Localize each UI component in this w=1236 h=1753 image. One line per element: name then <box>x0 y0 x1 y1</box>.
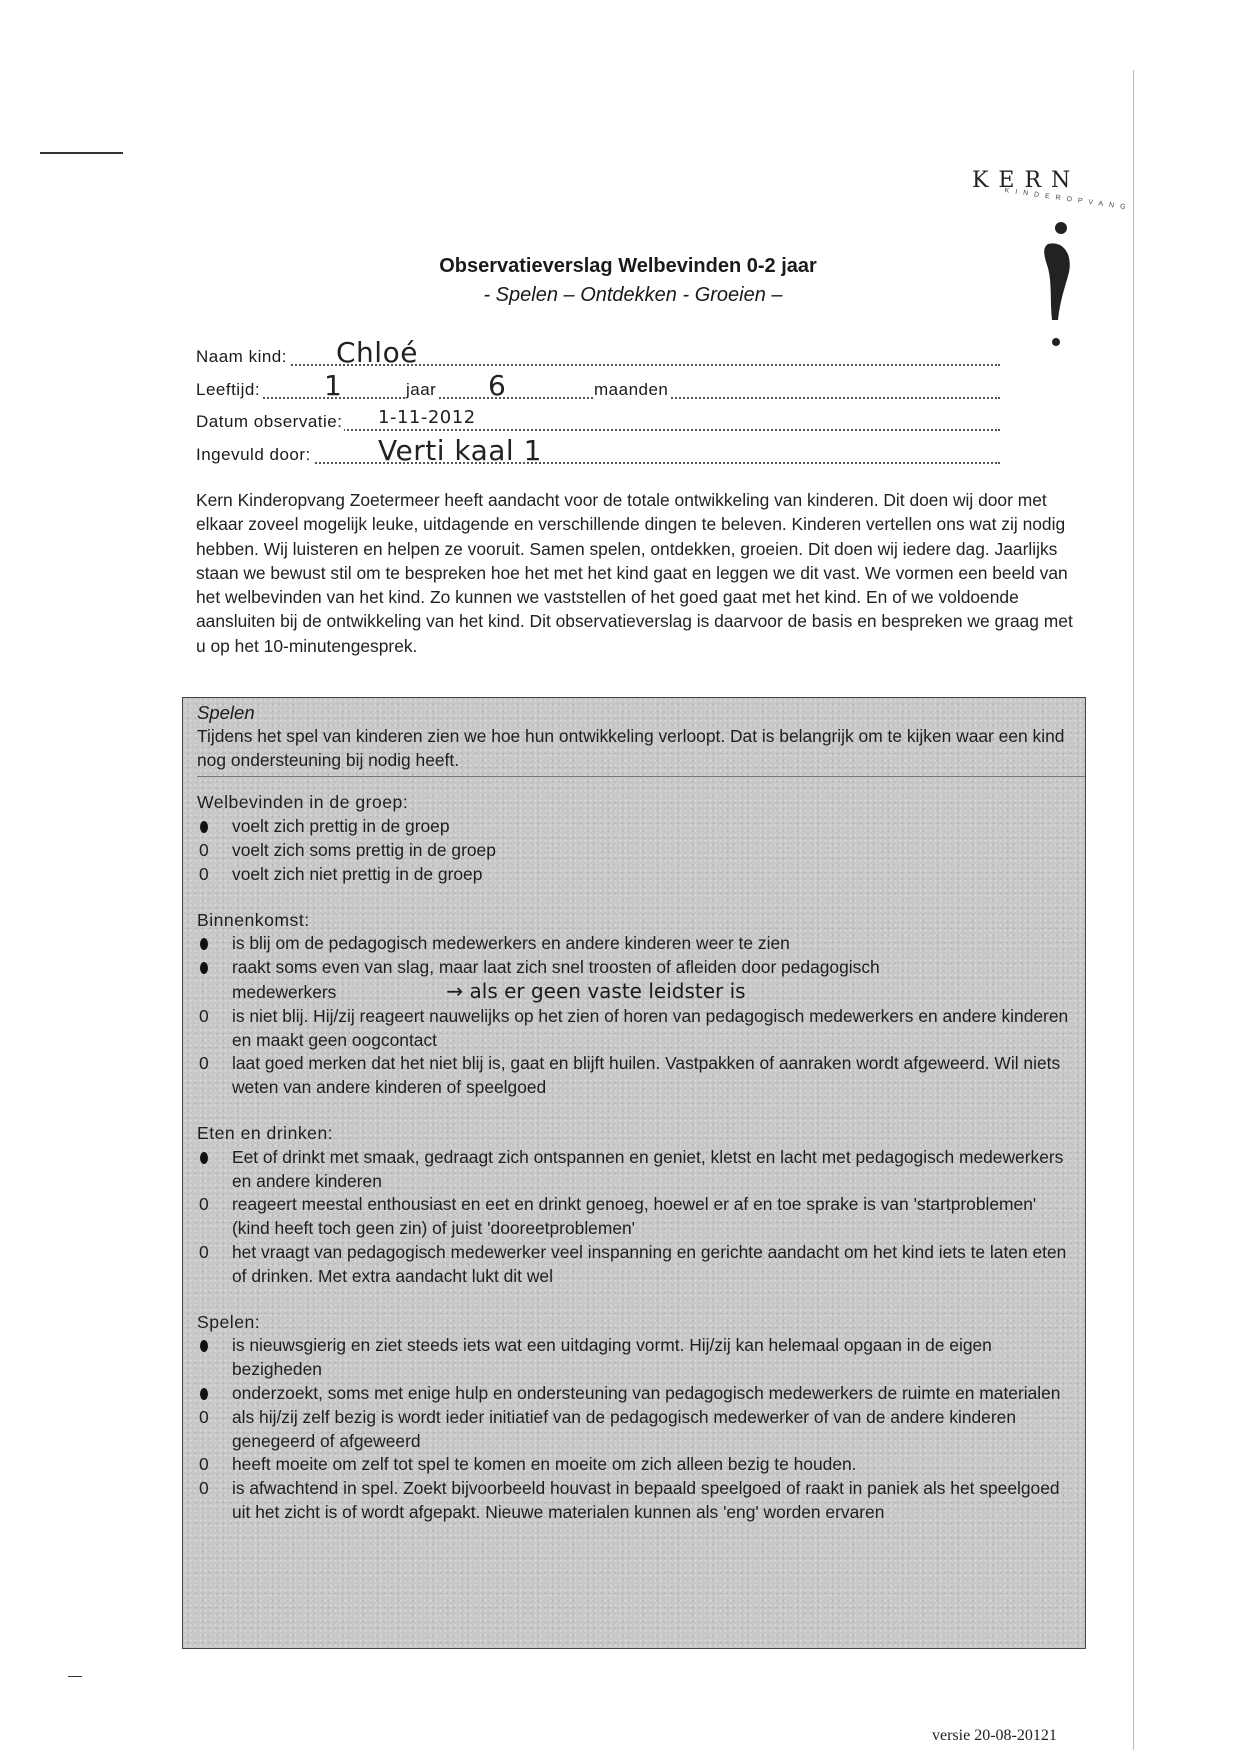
section-heading: Welbevinden in de groep: <box>197 792 409 813</box>
unselected-marker <box>197 1406 232 1454</box>
unselected-marker <box>197 1241 232 1289</box>
checklist-item-text: is nieuwsgierig en ziet steeds iets wat een uitdaging vormt. Hij/zij kan helemaal opgaan in de eigen bezigheden <box>232 1335 992 1380</box>
filled-by-value: Verti kaal 1 <box>378 434 542 467</box>
checklist-item <box>197 1005 1075 1053</box>
field-filled-by <box>196 434 1000 470</box>
checklist-item <box>197 1193 1075 1241</box>
age-years-value: 1 <box>324 369 343 402</box>
age-label: Leeftijd: <box>196 380 261 399</box>
logo-subtext: KINDEROPVANG <box>1004 187 1132 212</box>
checklist-item-text: is afwachtend in spel. Zoekt bijvoorbeeld houvast in bepaald speelgoed of raakt in paniek als het speelgoed uit het zicht is of wordt afgepakt. Nieuwe materialen kunnen als 'eng' worden ervaren <box>232 1478 1060 1522</box>
selected-marker-icon <box>197 815 232 839</box>
dotted-line <box>196 364 1000 366</box>
field-age <box>196 369 1000 405</box>
checklist-item <box>197 839 1075 863</box>
observation-box <box>182 697 1086 1649</box>
checklist-item-text: is blij om de pedagogisch medewerkers en andere kinderen weer te zien <box>232 933 790 954</box>
version-label: versie 20-08-20121 <box>932 1727 1057 1744</box>
document-title: Observatieverslag Welbevinden 0-2 jaar <box>439 255 817 277</box>
checklist-item <box>197 863 1075 887</box>
selected-marker-icon <box>197 956 232 1005</box>
name-value: Chloé <box>336 336 418 369</box>
unselected-marker <box>197 1453 232 1477</box>
checklist-item <box>197 1406 1075 1454</box>
checklist-item <box>197 1052 1075 1100</box>
checklist-item <box>197 956 1075 1005</box>
checklist-item-text: laat goed merken dat het niet blij is, gaat en blijft huilen. Vastpakken of aanraken wordt afgeweerd. Wil niets weten van andere kinderen of speelgoed <box>232 1053 1061 1098</box>
checklist-item-text: Eet of drinkt met smaak, gedraagt zich ontspannen en geniet, kletst en lacht met pedagogisch medewerkers en andere kinderen <box>232 1146 1064 1191</box>
scan-edge-line <box>1133 70 1134 1750</box>
unselected-marker <box>197 1005 232 1053</box>
name-label: Naam kind: <box>196 347 287 366</box>
filled-by-label: Ingevuld door: <box>196 445 311 464</box>
checklist-item-text: is niet blij. Hij/zij reageert nauwelijks op het zien of horen van pedagogisch medewerkers en andere kinderen en maakt geen oogcontact <box>232 1005 1069 1050</box>
logo-text: KERN <box>972 168 1081 193</box>
months-label: maanden <box>594 380 669 399</box>
checklist-item <box>197 1241 1075 1289</box>
checklist-item-text: onderzoekt, soms met enige hulp en ondersteuning van pedagogisch medewerkers de ruimte en materialen <box>232 1382 1061 1403</box>
years-label: jaar <box>406 380 437 399</box>
checklist-item-text: voelt zich soms prettig in de groep <box>232 839 496 860</box>
unselected-marker <box>197 1193 232 1241</box>
date-label: Datum observatie: <box>196 412 343 431</box>
scan-mark-bottom-left <box>68 1676 82 1677</box>
box-intro-text: Tijdens het spel van kinderen zien we hoe hun ontwikkeling verloopt. Dat is belangrijk om te kijken waar een kind nog ondersteuning bij nodig heeft. <box>197 725 1065 770</box>
age-months-value: 6 <box>488 369 507 402</box>
unselected-marker <box>197 1052 232 1100</box>
section-heading: Eten en drinken: <box>197 1122 334 1143</box>
dotted-line <box>196 462 1000 464</box>
unselected-marker <box>197 839 232 863</box>
checklist-item-text: voelt zich niet prettig in de groep <box>232 863 483 884</box>
unselected-marker <box>197 1477 232 1525</box>
box-title: Spelen <box>197 702 255 723</box>
checklist-item <box>197 1477 1075 1525</box>
selected-marker-icon <box>197 932 232 956</box>
unselected-marker <box>197 863 232 887</box>
handwritten-note: → als er geen vaste leidster is <box>446 978 746 1003</box>
checklist-item-text: het vraagt van pedagogisch medewerker veel inspanning en gerichte aandacht om het kind iets te laten eten of drinken. Met extra aandacht lukt dit wel <box>232 1241 1067 1286</box>
checklist-item <box>197 815 1075 839</box>
box-intro-section <box>197 701 1085 777</box>
checklist-item-text: heeft moeite om zelf tot spel te komen en moeite om zich alleen bezig te houden. <box>232 1454 857 1475</box>
selected-marker-icon <box>197 1382 232 1406</box>
section-heading: Binnenkomst: <box>197 909 310 930</box>
selected-marker-icon <box>197 1334 232 1382</box>
observation-sections <box>197 791 1075 1524</box>
field-date <box>196 407 1000 437</box>
checklist-item-text: als hij/zij zelf bezig is wordt ieder initiatief van de pedagogisch medewerker of van de andere kinderen genegeerd of afgeweerd <box>232 1406 1016 1451</box>
checklist-item-text: raakt soms even van slag, maar laat zich snel troosten of afleiden door pedagogisch medewerkers → als er geen vaste leidster is <box>232 957 880 1003</box>
scan-mark-top-left <box>40 152 123 154</box>
checklist-item <box>197 1382 1075 1406</box>
checklist-item <box>197 1334 1075 1382</box>
section-heading: Spelen: <box>197 1311 261 1332</box>
selected-marker-icon <box>197 1146 232 1194</box>
checklist-item <box>197 1453 1075 1477</box>
checklist-item <box>197 932 1075 956</box>
checklist-item-text: voelt zich prettig in de groep <box>232 816 450 837</box>
checklist-item <box>197 1146 1075 1194</box>
intro-paragraph: Kern Kinderopvang Zoetermeer heeft aandacht voor de totale ontwikkeling van kinderen. Dit doen wij door met elkaar zoveel mogelijk leuke, uitdagende en verschillende dingen te beleven. Kinderen vertellen ons wat zij nodig hebben. Wij luisteren en helpen ze vooruit. Samen spelen, ontdekken, groeien. Dit doen wij iedere dag. Jaarlijks staan we bewust stil om te bespreken hoe het met het kind gaat en leggen we dit vast. We vormen een beeld van het welbevinden van het kind. Zo kunnen we vaststellen of het goed gaat met het kind. En of we voldoende aansluiten bij de ontwikkeling van het kind. Dit observatieverslag is daarvoor de basis en bespreken we graag met u op het 10-minutengesprek. <box>196 490 1073 656</box>
checklist-item-text: reageert meestal enthousiast en eet en drinkt genoeg, hoewel er af en toe sprake is van 'startproblemen' (kind heeft toch geen zin) of juist 'dooreetproblemen' <box>232 1194 1037 1239</box>
field-name <box>196 336 1000 372</box>
document-subtitle: - Spelen – Ontdekken - Groeien – <box>483 284 783 306</box>
date-value: 1-11-2012 <box>378 407 476 428</box>
